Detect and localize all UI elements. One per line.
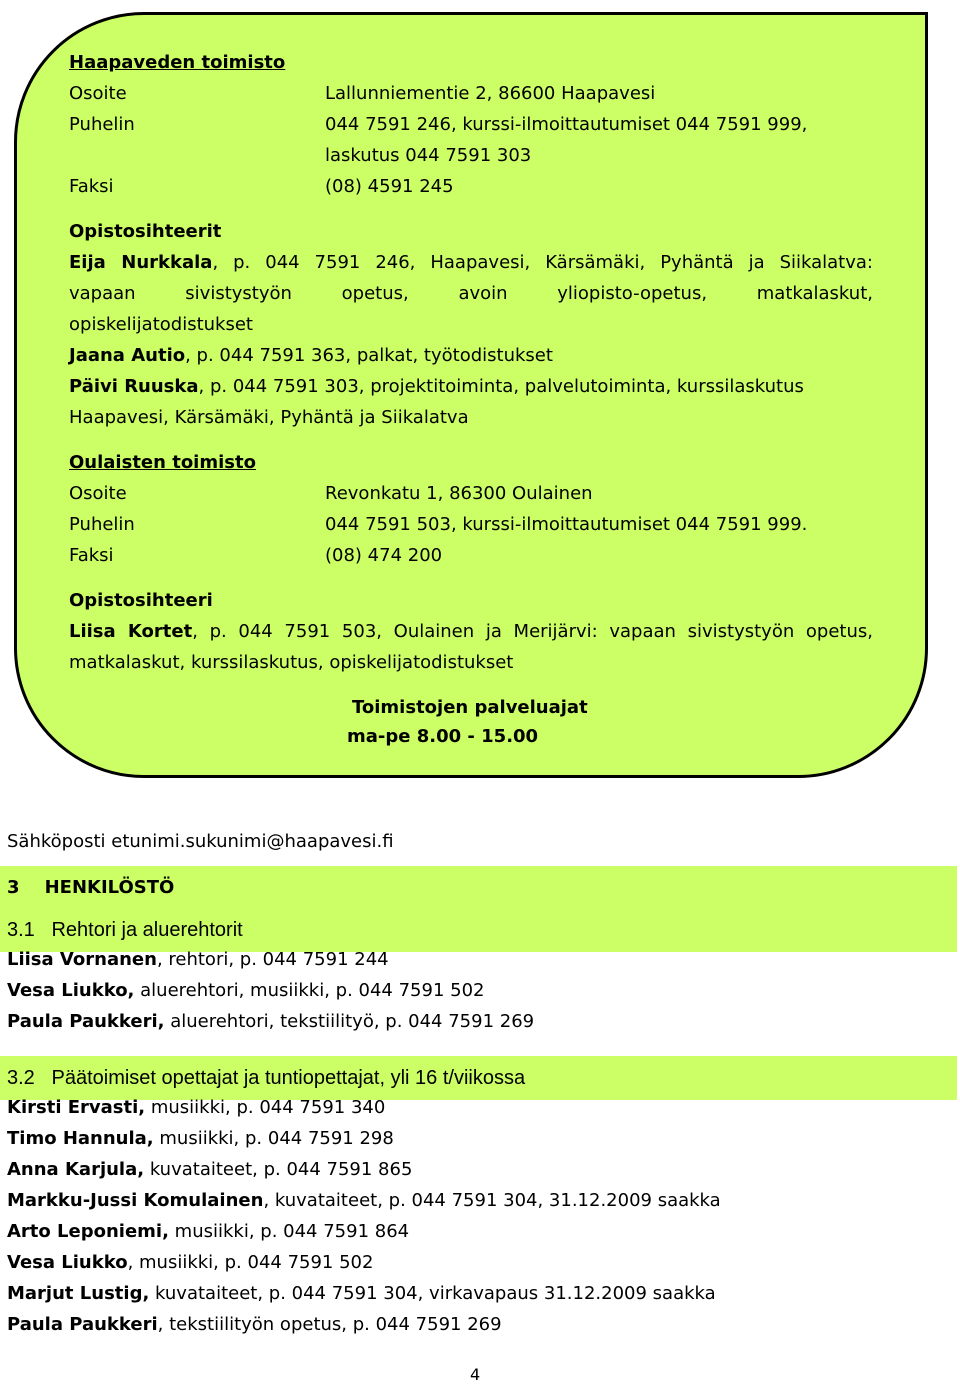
person-row — [7, 1282, 716, 1306]
haapavesi-fax-label: Faksi — [69, 176, 114, 197]
section-3-1-number: 3.1 — [7, 919, 35, 941]
secretary-heading: Opistosihteeri — [69, 590, 213, 611]
contact-info-content — [17, 15, 925, 747]
oulainen-fax: (08) 474 200 — [325, 545, 443, 566]
oulainen-address-label: Osoite — [69, 483, 127, 504]
haapavesi-phone-line1: 044 7591 246, kurssi-ilmoittautumiset 044 7591 999, — [325, 114, 808, 135]
person-row — [7, 1251, 373, 1275]
oulainen-phone: 044 7591 503, kurssi-ilmoittautumiset 044 7591 999. — [325, 514, 808, 535]
secretary-liisa-name: Liisa Kortet — [69, 621, 193, 642]
person-name: Vesa Liukko — [7, 1252, 128, 1273]
person-row — [7, 1096, 385, 1120]
haapavesi-phone-line2: laskutus 044 7591 303 — [325, 145, 532, 166]
haapavesi-address-label: Osoite — [69, 83, 127, 104]
section-3-number: 3 — [7, 877, 20, 898]
person-info: , kuvataiteet, p. 044 7591 304, 31.12.2009 saakka — [263, 1190, 721, 1211]
person-row — [7, 948, 389, 972]
haapavesi-phone-label: Puhelin — [69, 114, 135, 135]
person-name: Paula Paukkeri, — [7, 1011, 165, 1032]
page-number: 4 — [470, 1365, 481, 1384]
section-3-2-heading — [7, 1066, 525, 1090]
secretary-liisa-line2: matkalaskut, kurssilaskutus, opiskelijatodistukset — [69, 652, 514, 673]
contact-info-box — [14, 12, 928, 778]
secretary-paivi-text: , p. 044 7591 303, projektitoiminta, palvelutoiminta, kurssilaskutus — [198, 376, 804, 397]
person-row — [7, 1313, 502, 1337]
office-hours-cut: ma-pe 8.00 - 15.00 — [347, 726, 539, 747]
haapavesi-fax: (08) 4591 245 — [325, 176, 454, 197]
oulainen-address: Revonkatu 1, 86300 Oulainen — [325, 483, 593, 504]
person-name: Anna Karjula, — [7, 1159, 145, 1180]
secretary-paivi-line2: Haapavesi, Kärsämäki, Pyhäntä ja Siikalatva — [69, 407, 469, 428]
person-name: Marjut Lustig, — [7, 1283, 150, 1304]
secretary-paivi — [69, 375, 804, 399]
person-info: musiikki, p. 044 7591 298 — [153, 1128, 394, 1149]
section-3-1-heading — [7, 918, 243, 942]
secretary-eija-name: Eija Nurkkala — [69, 252, 213, 273]
person-info: , musiikki, p. 044 7591 502 — [127, 1252, 374, 1273]
office-hours-heading: Toimistojen palveluajat — [352, 697, 588, 718]
person-info: kuvataiteet, p. 044 7591 304, virkavapaus 31.12.2009 saakka — [149, 1283, 716, 1304]
section-3-bar — [0, 866, 957, 910]
person-row — [7, 1127, 394, 1151]
person-info: kuvataiteet, p. 044 7591 865 — [144, 1159, 413, 1180]
haapavesi-address: Lallunniementie 2, 86600 Haapavesi — [325, 83, 656, 104]
person-name: Kirsti Ervasti, — [7, 1097, 146, 1118]
person-info: aluerehtori, musiikki, p. 044 7591 502 — [134, 980, 485, 1001]
secretary-paivi-name: Päivi Ruuska — [69, 376, 199, 397]
person-row — [7, 979, 485, 1003]
person-row — [7, 1189, 721, 1213]
section-3-title: HENKILÖSTÖ — [44, 877, 175, 898]
oulainen-office-title: Oulaisten toimisto — [69, 452, 256, 473]
secretary-jaana — [69, 344, 553, 368]
oulainen-phone-label: Puhelin — [69, 514, 135, 535]
haapavesi-office-title: Haapaveden toimisto — [69, 52, 286, 73]
person-info: , rehtori, p. 044 7591 244 — [156, 949, 389, 970]
section-3-2-bar — [0, 1056, 957, 1100]
section-3-1-title: Rehtori ja aluerehtorit — [51, 919, 243, 941]
section-3-2-title: Päätoimiset opettajat ja tuntiopettajat, yli 16 t/viikossa — [51, 1067, 526, 1089]
email-info: Sähköposti etunimi.sukunimi@haapavesi.fi — [7, 831, 394, 852]
person-row — [7, 1158, 412, 1182]
secretary-jaana-text: , p. 044 7591 363, palkat, työtodistukset — [185, 345, 553, 366]
person-name: Liisa Vornanen — [7, 949, 157, 970]
person-name: Paula Paukkeri — [7, 1314, 158, 1335]
person-info: aluerehtori, tekstiilityö, p. 044 7591 269 — [164, 1011, 535, 1032]
section-3-heading — [7, 876, 174, 900]
person-row — [7, 1010, 534, 1034]
person-name: Timo Hannula, — [7, 1128, 154, 1149]
secretary-liisa-line1: , p. 044 7591 503, Oulainen ja Merijärvi: vapaan sivistystyön opetus, — [192, 621, 873, 642]
person-name: Arto Leponiemi, — [7, 1221, 169, 1242]
secretary-eija-line2: vapaan sivistystyön opetus, avoin yliopisto-opetus, matkalaskut, — [69, 283, 873, 304]
person-info: musiikki, p. 044 7591 340 — [145, 1097, 386, 1118]
person-name: Markku-Jussi Komulainen — [7, 1190, 264, 1211]
person-row — [7, 1220, 409, 1244]
secretary-eija-line3: opiskelijatodistukset — [69, 314, 253, 335]
person-info: musiikki, p. 044 7591 864 — [168, 1221, 410, 1242]
secretary-eija-line1: , p. 044 7591 246, Haapavesi, Kärsämäki, Pyhäntä ja Siikalatva: — [212, 252, 873, 273]
secretary-eija — [69, 251, 873, 275]
secretary-liisa — [69, 620, 873, 644]
person-info: , tekstiilityön opetus, p. 044 7591 269 — [157, 1314, 502, 1335]
secretary-jaana-name: Jaana Autio — [69, 345, 186, 366]
section-3-1-bar — [0, 908, 957, 952]
section-3-2-number: 3.2 — [7, 1067, 35, 1089]
secretaries-heading: Opistosihteerit — [69, 221, 222, 242]
person-name: Vesa Liukko, — [7, 980, 135, 1001]
oulainen-fax-label: Faksi — [69, 545, 114, 566]
